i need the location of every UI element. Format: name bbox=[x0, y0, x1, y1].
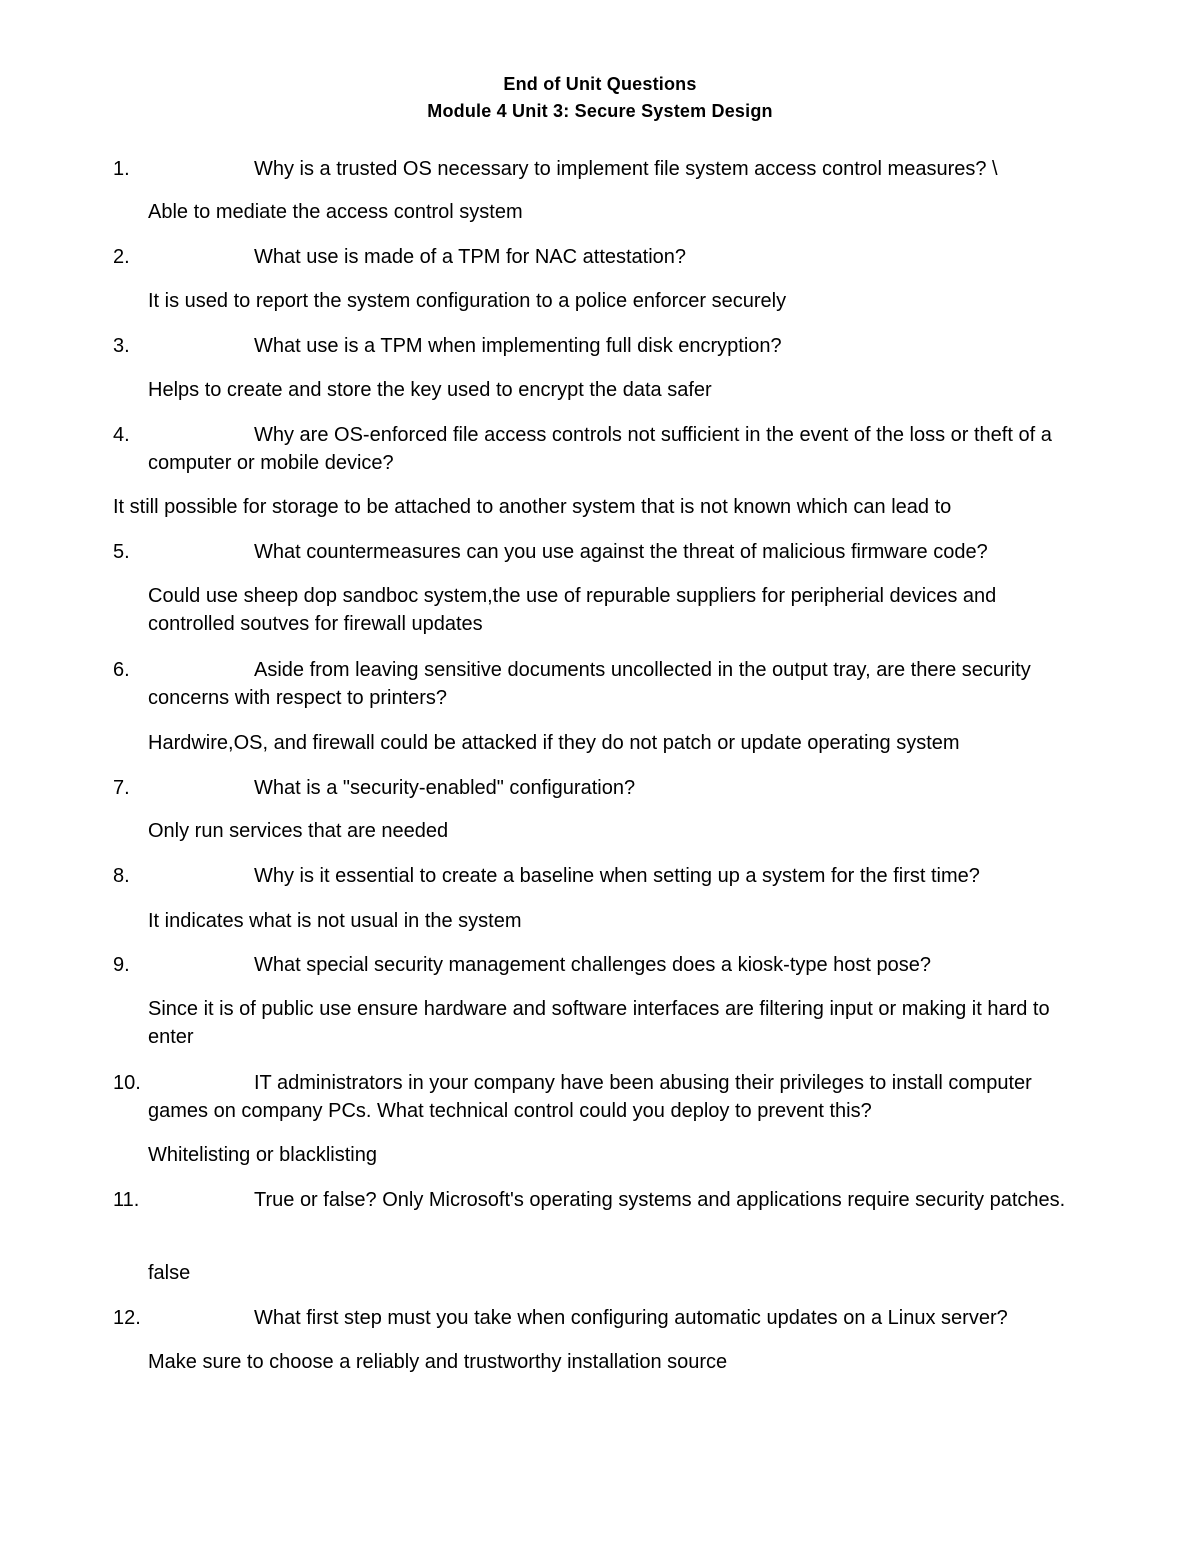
question-text: What countermeasures can you use against the threat of malicious firmware code? bbox=[254, 541, 988, 563]
question-text: Aside from leaving sensitive documents uncollected in the output tray, are there security concerns with respect to printers? bbox=[148, 659, 1031, 709]
question-number: 12. bbox=[113, 1307, 141, 1329]
question-text: What special security management challenges does a kiosk-type host pose? bbox=[254, 954, 932, 976]
question-text: Why is a trusted OS necessary to implement file system access control measures? \ bbox=[254, 158, 998, 180]
question-number: 7. bbox=[113, 777, 130, 799]
question-number: 3. bbox=[113, 335, 130, 357]
answer-text: false bbox=[148, 1262, 191, 1284]
answer-text: Since it is of public use ensure hardware and software interfaces are filtering input or making it hard to enter bbox=[148, 998, 1050, 1048]
answer-text: Hardwire,OS, and firewall could be attacked if they do not patch or update operating system bbox=[148, 732, 960, 754]
question-text: What use is made of a TPM for NAC attestation? bbox=[254, 246, 687, 268]
answer-text: It is used to report the system configuration to a police enforcer securely bbox=[148, 290, 787, 312]
question-number: 11. bbox=[113, 1189, 140, 1211]
question-number: 9. bbox=[113, 954, 130, 976]
question-text: What first step must you take when configuring automatic updates on a Linux server? bbox=[254, 1307, 1008, 1329]
answer-text: It indicates what is not usual in the system bbox=[148, 910, 522, 932]
document-subtitle: Module 4 Unit 3: Secure System Design bbox=[427, 101, 773, 121]
question-text: Why are OS-enforced file access controls not sufficient in the event of the loss or theft of a computer or mobile device? bbox=[148, 424, 1052, 474]
question-text: What use is a TPM when implementing full disk encryption? bbox=[254, 335, 782, 357]
document-title: End of Unit Questions bbox=[503, 74, 697, 94]
question-text: True or false? Only Microsoft's operating systems and applications require security patches. bbox=[254, 1189, 1066, 1211]
question-number: 5. bbox=[113, 541, 130, 563]
answer-text: Whitelisting or blacklisting bbox=[148, 1144, 377, 1166]
answer-text: Able to mediate the access control system bbox=[148, 201, 523, 223]
answer-text: Could use sheep dop sandboc system,the use of repurable suppliers for peripherial devices and controlled soutves for firewall updates bbox=[148, 585, 997, 635]
question-number: 1. bbox=[113, 158, 130, 180]
question-text: What is a "security-enabled" configuration? bbox=[254, 777, 636, 799]
question-number: 4. bbox=[113, 424, 130, 446]
question-number: 8. bbox=[113, 865, 130, 887]
answer-text: Make sure to choose a reliably and trustworthy installation source bbox=[148, 1351, 728, 1373]
question-text: IT administrators in your company have been abusing their privileges to install computer games on company PCs. What technical control could you deploy to prevent this? bbox=[148, 1072, 1032, 1122]
question-number: 6. bbox=[113, 659, 130, 681]
answer-text: Helps to create and store the key used to encrypt the data safer bbox=[148, 379, 712, 401]
answer-text: Only run services that are needed bbox=[148, 820, 449, 842]
answer-text: It still possible for storage to be attached to another system that is not known which can lead to bbox=[113, 496, 952, 518]
question-text: Why is it essential to create a baseline when setting up a system for the first time? bbox=[254, 865, 980, 887]
question-number: 2. bbox=[113, 246, 130, 268]
question-number: 10. bbox=[113, 1072, 141, 1094]
